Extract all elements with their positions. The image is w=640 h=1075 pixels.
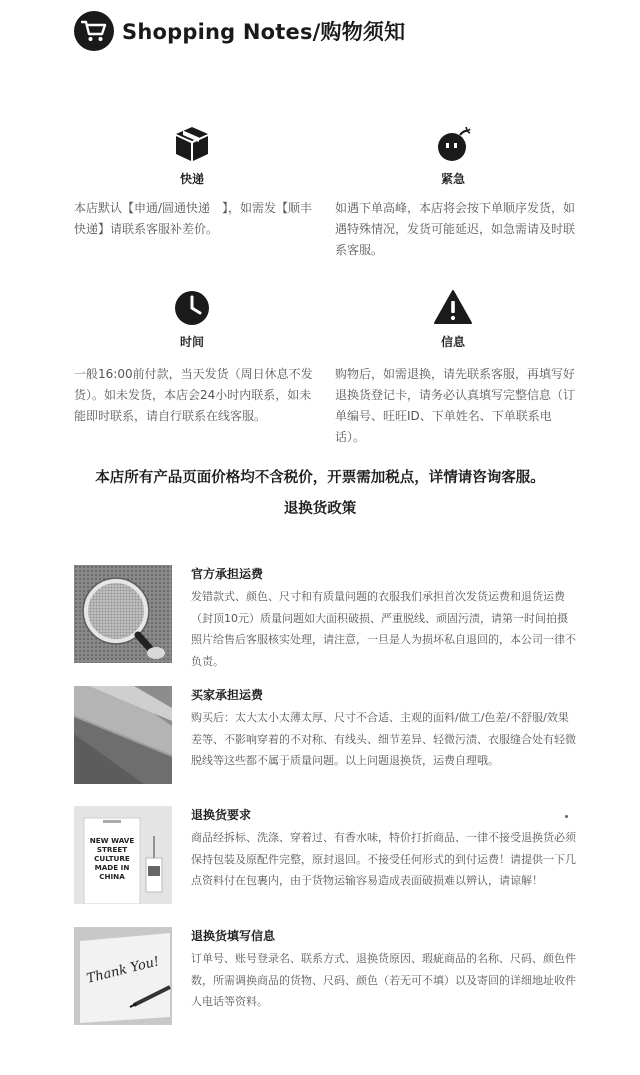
clothing-tag-photo	[74, 806, 172, 904]
warning-icon	[433, 288, 473, 328]
cart-icon	[74, 11, 114, 51]
clock-icon	[172, 288, 212, 328]
info-text: 一般16:00前付款，当天发货（周日休息不发货）。如未发货，本店会24小时内联系，如未能即时联系，请自行联系在线客服。	[74, 367, 313, 423]
info-text: 如遇下单高峰，本店将会按下单顺序发货，如遇特殊情况，发货可能延迟，如急需请及时联系客服。	[335, 201, 576, 257]
header	[74, 11, 405, 51]
policy-item-text: 商品经拆标、洗涤、穿着过、有香水味，特价打折商品、一律不接受退换货必须保持包装及原配件完整，原封退回。不接受任何形式的到付运费！请提供一下几点资料付在包裹内，由于货物运输容易造成表面破损难以辨认，请谅解！	[191, 831, 576, 887]
bomb-icon	[433, 124, 473, 164]
info-title: 快递	[179, 172, 204, 186]
info-title: 时间	[179, 335, 204, 349]
policy-item-name: 退换货要求	[191, 808, 252, 822]
page-title: Shopping Notes/购物须知	[122, 20, 406, 44]
policy-item-text: 订单号、账号登录名、联系方式、退换货原因、瑕疵商品的名称、尺码、颜色件数，所需调换商品的货物、尺码、颜色（若无可不填）以及寄回的详细地址收件人电话等资料。	[191, 952, 576, 1008]
info-title: 信息	[440, 335, 465, 349]
box-icon	[172, 124, 212, 164]
info-text: 本店默认【申通/圆通快递 】，如需发【顺丰快递】请联系客服补差价。	[74, 201, 313, 236]
info-text: 购物后，如需退换，请先联系客服，再填写好退换货登记卡，请务必认真填写完整信息（订单编号、旺旺ID、下单姓名、下单联系电话）。	[335, 367, 576, 444]
card-text: Thank You!	[85, 954, 161, 987]
info-title: 紧急	[440, 172, 465, 186]
policy-item-name: 退换货填写信息	[191, 929, 276, 943]
policy-item-text: 购买后：太大太小太薄太厚、尺寸不合适、主观的面料/做工/色差/不舒服/效果差等、不影响穿着的不对称、有线头、细节差异、轻微污渍、衣服缝合处有轻微脱线等这些都不属于质量问题。以上问题退换货，运费自理哦。	[191, 711, 576, 767]
tag-text: NEW WAVE STREET CULTURE MADE IN CHINA	[89, 836, 135, 881]
magnifier-fabric-photo	[74, 565, 172, 663]
policy-item-name: 买家承担运费	[191, 688, 264, 702]
decorative-dot	[565, 815, 568, 818]
policy-item-name: 官方承担运费	[191, 567, 264, 581]
policy-item-text: 发错款式、颜色、尺寸和有质量问题的衣服我们承担首次发货运费和退货运费（封顶10元）质量问题如大面积破损、严重脱线、顽固污渍，请第一时间拍摄照片给售后客服核实处理，请注意，一旦是人为损坏私自退回的，本公司一律不负责。	[191, 590, 576, 668]
tax-notice: 本店所有产品页面价格均不含税价，开票需加税点，详情请咨询客服。	[95, 470, 545, 486]
policy-title: 退换货政策	[283, 501, 357, 517]
thank-you-card-photo	[74, 927, 172, 1025]
folded-fabric-photo	[74, 686, 172, 784]
